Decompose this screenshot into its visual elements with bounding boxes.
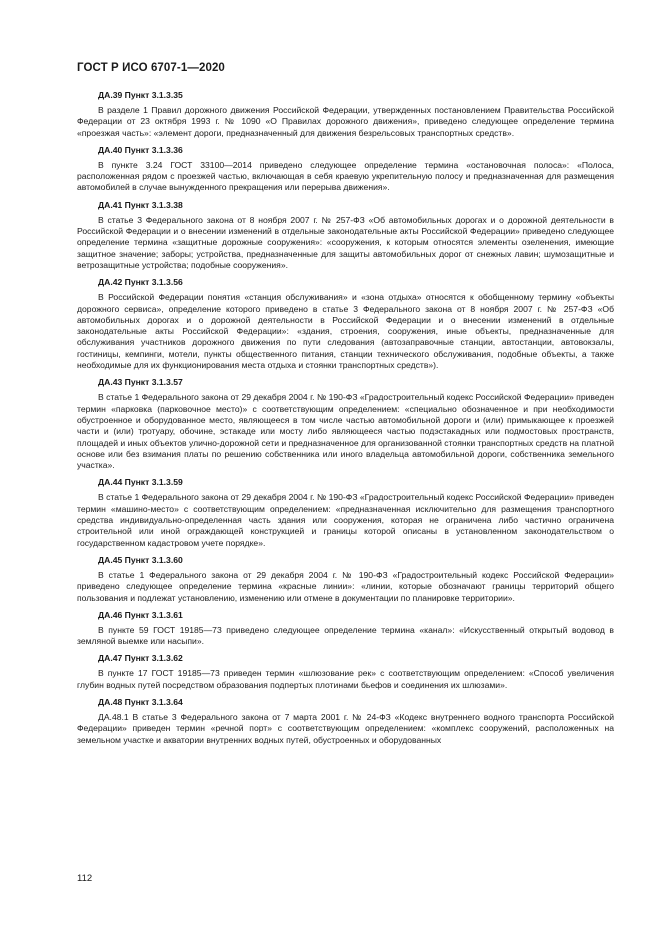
section-text: В статье 3 Федерального закона от 8 ноября 2007 г. № 257-ФЗ «Об автомобильных дорогах и о дорожной деятельности в Российской Федерации и о внесении изменений в отдельные законодательные акты Российской Федерации» приведено следующее определение термина «защитные дорожные сооружения»: «сооружения, к которым относятся элементы озеленения, имеющие защитное значение; заборы; устройства, предназначенные для защиты автомобильных дорог от снежных лавин; шумозащитные и ветрозащитные устройства; подобные сооружения». (77, 214, 614, 270)
document-body (77, 89, 614, 751)
section-title: ДА.42 Пункт 3.1.3.56 (98, 277, 183, 288)
section-text: В статье 1 Федерального закона от 29 декабря 2004 г. № 190-ФЗ «Градостроительный кодекс Российской Федерации» приведен термин «машино-место» с соответствующим определением: «предназначенная исключительно для размещения транспортного средства индивидуально-определенная часть здания или сооружения, которая не ограничена либо частично ограничена строительной или иной ограждающей конструкцией и границы которой описаны в установленном законодательством о государственном кадастровом учете порядке». (77, 492, 614, 548)
section-title: ДА.39 Пункт 3.1.3.35 (98, 90, 183, 100)
section-text: В разделе 1 Правил дорожного движения Российской Федерации, утвержденных постановлением Правительства Российской Федерации от 23 октября 1993 г. № 1090 «О Правилах дорожного движения», приведено следующее определение термина «проезжая часть»: «элемент дороги, предназначенный для движения безрельсовых транспортных средств». (77, 105, 614, 138)
section-text: ДА.48.1 В статье 3 Федерального закона от 7 марта 2001 г. № 24-ФЗ «Кодекс внутреннего водного транспорта Российской Федерации» приведен термин «речной порт» с соответствующим определением: «комплекс сооружений, расположенных на земельном участке и акватории внутренних водных путей, обустроенных и оборудованных (77, 711, 614, 745)
section-title: ДА.46 Пункт 3.1.3.61 (98, 609, 183, 620)
section-da43 (77, 376, 614, 471)
section-text: В пункте 3.24 ГОСТ 33100—2014 приведено следующее определение термина «остановочная полоса»: «Полоса, расположенная рядом с проезжей частью, включающая в себя краевую укрепительную полосу и предназначенная для размещения автомобилей в случае вынужденного прекращения или перерыва движения». (77, 159, 614, 193)
section-title: ДА.43 Пункт 3.1.3.57 (98, 377, 183, 388)
section-da40 (77, 144, 614, 194)
section-title: ДА.48 Пункт 3.1.3.64 (98, 696, 183, 707)
section-da45 (77, 554, 614, 604)
section-da42 (77, 276, 614, 371)
document-header: ГОСТ Р ИСО 6707-1—2020 (77, 62, 225, 74)
section-da47 (77, 652, 614, 691)
section-title: ДА.45 Пункт 3.1.3.60 (98, 554, 183, 565)
section-da41 (77, 199, 614, 271)
section-text: В Российской Федерации понятия «станция обслуживания» и «зона отдыха» относятся к обобщенному термину «объекты дорожного сервиса», определение которого приведено в статье 3 Федерального закона от 8 ноября 2007 г. № 257-ФЗ «Об автомобильных дорогах и о дорожной деятельности в Российской Федерации и о внесении изменений в отдельные законодательные акты Российской Федерации»: «здания, строения, сооружения, иные объекты, предназначенные для обслуживания участников дорожного движения по пути следования (автозаправочные станции, автостанции, автовокзалы, гостиницы, кемпинги, мотели, пункты общественного питания, станции технического обслуживания, подобные объекты, а также необходимые для их функционирования места отдыха и стоянки транспортных средств»). (77, 292, 614, 371)
section-da48 (77, 696, 614, 746)
section-da39 (77, 89, 614, 139)
section-title: ДА.41 Пункт 3.1.3.38 (98, 199, 183, 210)
section-text: В статье 1 Федерального закона от 29 декабря 2004 г. № 190-ФЗ «Градостроительный кодекс Российской Федерации» приведен термин «парковка (парковочное место)» с соответствующим определением: «специально обозначенное и при необходимости обустроенное и оборудованное место, являющееся в том числе частью автомобильной дороги и (или) примыкающее к проезжей части и (или) тротуару, обочине, эстакаде или мосту либо являющееся частью подэстакадных или подмостовых пространств, площадей и иных объектов улично-дорожной сети и предназначенное для организованной стоянки транспортных средств на платной основе или без взимания платы по решению собственника или иного владельца автомобильной дороги, собственника земельного участка». (77, 392, 614, 471)
section-text: В пункте 59 ГОСТ 19185—73 приведено следующее определение термина «канал»: «Искусственный открытый водовод в земляной выемке или насыпи». (77, 624, 614, 647)
section-text: В статье 1 Федерального закона от 29 декабря 2004 г. № 190-ФЗ «Градостроительный кодекс Российской Федерации» приведено следующее определение термина «красные линии»: «линии, которые обозначают границы территорий общего пользования и подлежат установлению, изменению или отмене в документации по планировке территории». (77, 569, 614, 603)
section-da44 (77, 476, 614, 548)
section-text: В пункте 17 ГОСТ 19185—73 приведен термин «шлюзование рек» с соответствующим определением: «Способ увеличения глубин водных путей посредством образования подпертых плотинами бьефов и соединения их шлюзами». (77, 668, 614, 690)
section-title: ДА.40 Пункт 3.1.3.36 (98, 144, 183, 155)
page-number: 112 (77, 873, 93, 884)
section-title: ДА.47 Пункт 3.1.3.62 (98, 653, 183, 664)
section-da46 (77, 609, 614, 648)
section-title: ДА.44 Пункт 3.1.3.59 (98, 477, 183, 488)
